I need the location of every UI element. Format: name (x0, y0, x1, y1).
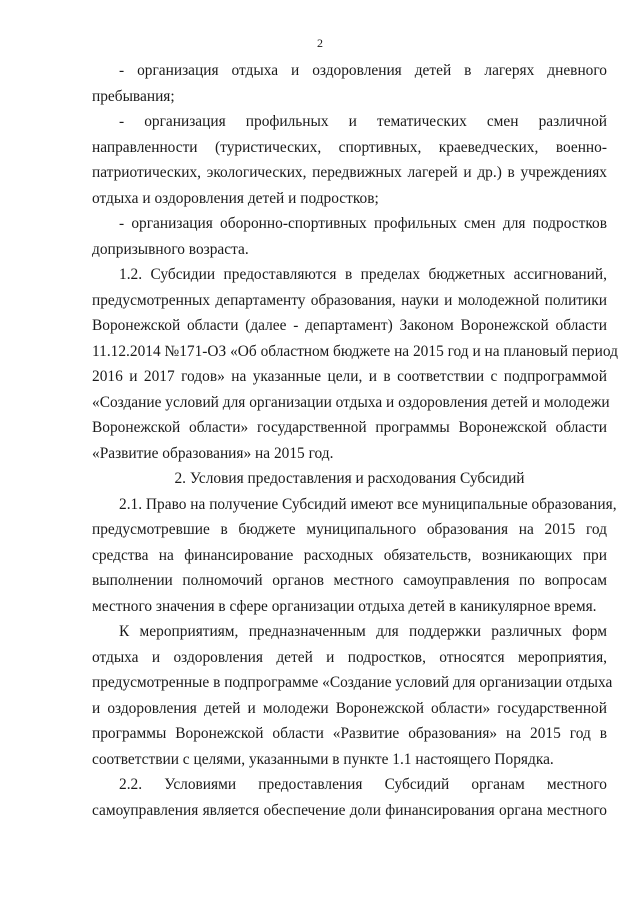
text-line: - организация отдыха и оздоровления детей в лагерях дневного (119, 62, 607, 79)
text-line: «Развитие образования» на 2015 год. (92, 444, 334, 462)
text-line: отдыха и оздоровления детей и подростков; (92, 189, 379, 207)
text-line: отдыха и оздоровления детей и подростков, относятся мероприятия, (92, 648, 607, 666)
text-line: 11.12.2014 №171-ОЗ «Об областном бюджете на 2015 год и на плановый период (92, 342, 618, 360)
text-line: - организация профильных и тематических смен различной (119, 113, 607, 130)
text-line: программы Воронежской области «Развитие образования» на 2015 год в (92, 725, 607, 742)
text-line: 2.2. Условиями предоставления Субсидий органам местного (119, 776, 607, 793)
text-line: 1.2. Субсидии предоставляются в пределах бюджетных ассигнований, (119, 266, 607, 283)
text-line: выполнении полномочий органов местного самоуправления по вопросам (92, 572, 607, 589)
page-number: 2 (317, 36, 323, 50)
text-line: предусмотренные в подпрограмме «Создание условий для организации отдыха (92, 674, 613, 691)
text-line: предусмотренных департаменту образования, науки и молодежной политики (92, 291, 607, 309)
text-line: соответствии с целями, указанными в пункте 1.1 настоящего Порядка. (92, 750, 554, 768)
text-line: направленности (туристических, спортивных, краеведческих, военно- (92, 138, 607, 156)
text-line: и оздоровления детей и молодежи Воронежской области» государственной (92, 699, 607, 717)
text-line: местного значения в сфере организации отдыха детей в каникулярное время. (92, 597, 597, 615)
text-line: самоуправления является обеспечение доли финансирования органа местного (92, 801, 607, 819)
text-line: средства на финансирование расходных обязательств, возникающих при (92, 546, 607, 564)
text-line: 2.1. Право на получение Субсидий имеют все муниципальные образования, (119, 495, 617, 513)
text-line: К мероприятиям, предназначенным для поддержки различных форм (119, 623, 607, 640)
text-line: патриотических, экологических, передвижных лагерей и др.) в учреждениях (92, 164, 607, 181)
text-line: 2016 и 2017 годов» на указанные цели, и в соответствии с подпрограммой (92, 368, 607, 385)
text-line: Воронежской области (далее - департамент) Законом Воронежской области (92, 317, 607, 334)
text-line: Воронежской области» государственной программы Воронежской области (92, 419, 607, 436)
text-line: предусмотревшие в бюджете муниципального образования на 2015 год (92, 521, 607, 538)
text-line: - организация оборонно-спортивных профильных смен для подростков (119, 215, 607, 232)
text-line: пребывания; (92, 87, 175, 105)
text-line: «Создание условий для организации отдыха и оздоровления детей и молодежи (92, 393, 610, 411)
section-heading: 2. Условия предоставления и расходования Субсидий (174, 470, 525, 487)
document-body (92, 58, 618, 823)
text-line: допризывного возраста. (92, 240, 249, 258)
